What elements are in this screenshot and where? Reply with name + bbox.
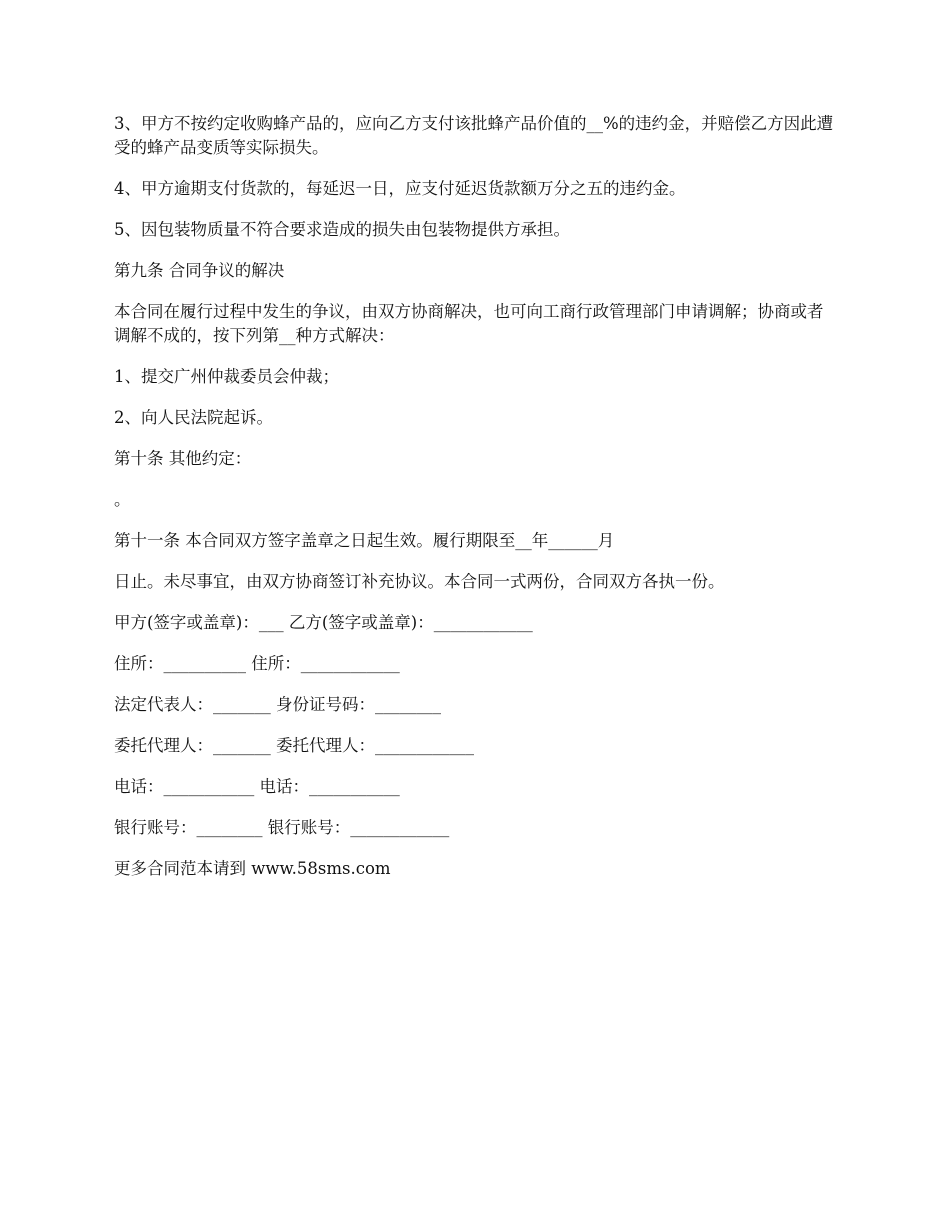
other-terms-blank: 。 [114, 490, 131, 509]
clause-dispute-resolution: 本合同在履行过程中发生的争议，由双方协商解决，也可向工商行政管理部门申请调解；协商或者调解不成的，按下列第__种方式解决： [114, 302, 824, 345]
legal-rep-line: 法定代表人：_______ 身份证号码：________ [114, 695, 441, 714]
option-court: 2、向人民法院起诉。 [114, 408, 273, 427]
agent-line: 委托代理人：_______ 委托代理人：____________ [114, 736, 474, 755]
clause-packaging-loss: 5、因包装物质量不符合要求造成的损失由包装物提供方承担。 [114, 220, 570, 239]
article-11-effective: 第十一条 本合同双方签字盖章之日起生效。履行期限至__年______月 [114, 531, 615, 550]
document-page [114, 112, 836, 898]
option-arbitration: 1、提交广州仲裁委员会仲裁； [114, 367, 339, 386]
clause-late-payment: 4、甲方逾期支付货款的，每延迟一日，应支付延迟货款额万分之五的违约金。 [114, 179, 686, 198]
address-line: 住所：__________ 住所：____________ [114, 654, 400, 673]
signature-line: 甲方(签字或盖章)：___ 乙方(签字或盖章)：____________ [114, 613, 533, 632]
footer-website: 更多合同范本请到 www.58sms.com [114, 859, 391, 878]
bank-account-line: 银行账号：________ 银行账号：____________ [114, 818, 450, 837]
clause-penalty-purchase: 3、甲方不按约定收购蜂产品的，应向乙方支付该批蜂产品价值的__%的违约金，并赔偿乙方因此遭受的蜂产品变质等实际损失。 [114, 114, 834, 157]
article-9-heading: 第九条 合同争议的解决 [114, 261, 285, 280]
article-11-continued: 日止。未尽事宜，由双方协商签订补充协议。本合同一式两份，合同双方各执一份。 [114, 572, 725, 591]
article-10-heading: 第十条 其他约定： [114, 449, 252, 468]
phone-line: 电话：___________ 电话：___________ [114, 777, 400, 796]
